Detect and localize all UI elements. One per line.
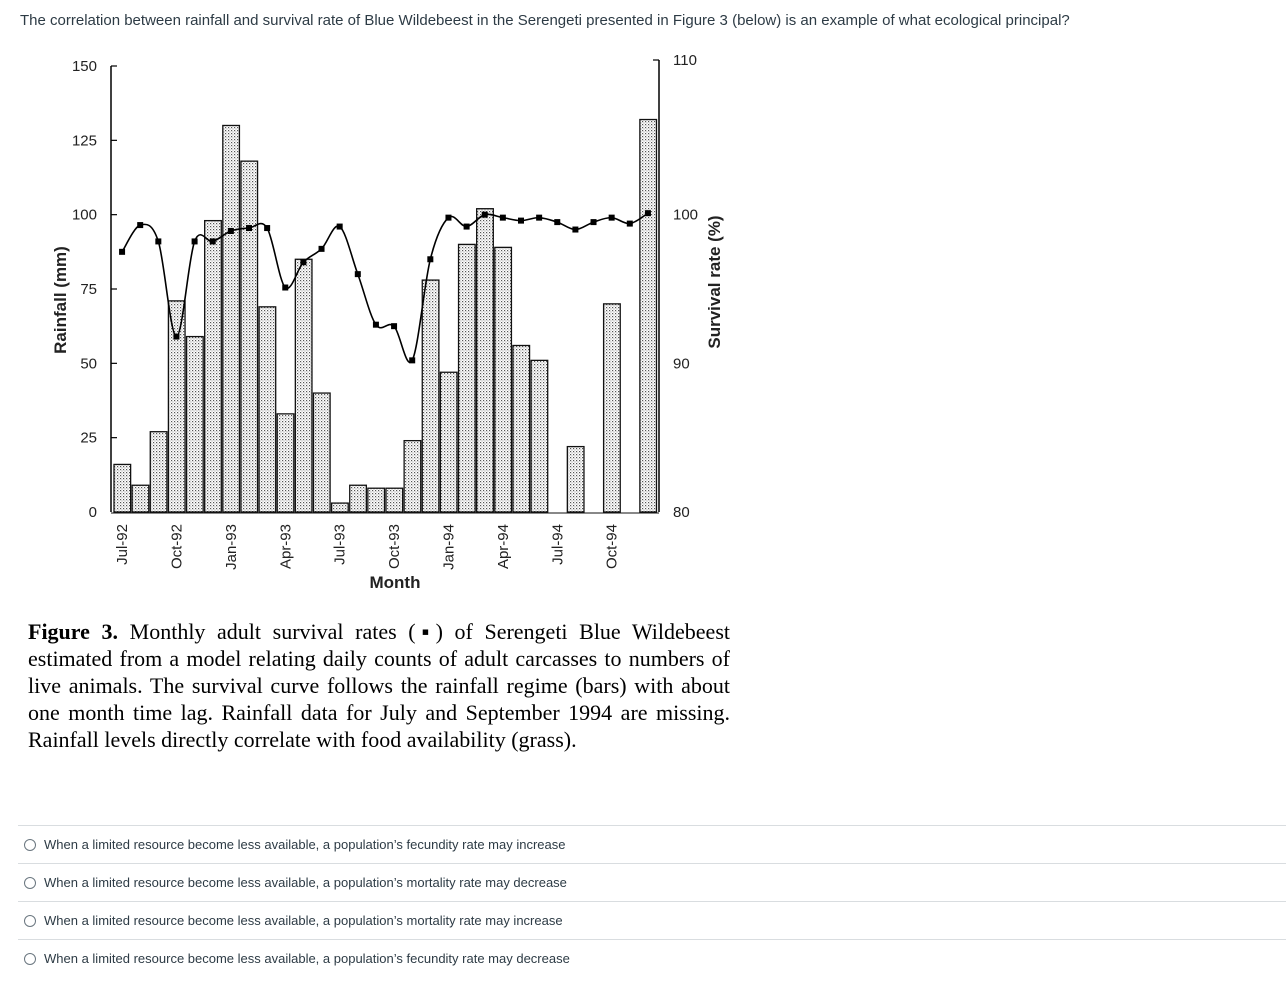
survival-point <box>609 215 615 221</box>
x-tick-label: Jul-93 <box>331 524 349 565</box>
rainfall-bar <box>640 120 657 512</box>
survival-point <box>228 228 234 234</box>
y-axis-title: Rainfall (mm) <box>51 246 70 354</box>
answer-option-4[interactable] <box>18 939 1286 977</box>
rainfall-bar <box>150 432 167 512</box>
survival-point <box>337 224 343 230</box>
radio-button[interactable] <box>24 839 36 851</box>
rainfall-bar <box>604 304 621 512</box>
x-tick-label: Oct-93 <box>386 524 404 570</box>
survival-point <box>591 219 597 225</box>
y2-axis-title: Survival rate (%) <box>705 215 724 349</box>
rainfall-bar <box>513 345 530 512</box>
rainfall-bar <box>495 247 512 512</box>
x-tick-label: Jul-94 <box>549 524 567 565</box>
survival-point <box>645 210 651 216</box>
rainfall-bar <box>567 447 584 512</box>
survival-point <box>518 218 524 224</box>
rainfall-bar <box>223 125 240 512</box>
x-tick-label: Apr-93 <box>277 524 295 570</box>
survival-point <box>119 249 125 255</box>
survival-point <box>264 225 270 231</box>
y2-tick-label: 110 <box>673 52 697 69</box>
survival-point <box>300 259 306 265</box>
survival-point <box>409 357 415 363</box>
y-tick-label: 25 <box>80 429 97 447</box>
y2-tick-label: 80 <box>673 504 690 521</box>
answer-label: When a limited resource become less available, a population’s fecundity rate may increase <box>44 837 566 852</box>
answer-option-3[interactable] <box>18 901 1286 939</box>
survival-point <box>572 227 578 233</box>
survival-point <box>554 219 560 225</box>
y-tick-label: 50 <box>80 355 97 373</box>
rainfall-bar <box>531 360 548 512</box>
answer-label: When a limited resource become less available, a population’s mortality rate may decrease <box>44 875 567 890</box>
y-tick-label: 125 <box>71 132 97 150</box>
rainfall-bar <box>187 337 204 512</box>
rainfall-bar <box>241 161 258 512</box>
rainfall-bar <box>368 488 385 512</box>
survival-point <box>282 285 288 291</box>
survival-point <box>173 334 179 340</box>
caption-text: Monthly adult survival rates (▪) of Serengeti Blue Wildebeest estimated from a model relating daily counts of adult carcasses to numbers of live animals. The survival curve follows the rainfall regime (bars) with about one month time lag. Rainfall data for July and September 1994 are missing. Rainfall levels directly correlate with food availability (grass). <box>28 619 730 752</box>
survival-point <box>427 256 433 262</box>
rainfall-bar <box>277 414 294 512</box>
survival-point <box>627 221 633 227</box>
survival-point <box>137 222 143 228</box>
answer-list <box>18 825 1286 977</box>
rainfall-bar <box>440 372 457 512</box>
survival-point <box>210 238 216 244</box>
survival-point <box>464 224 470 230</box>
x-axis-title: Month <box>369 573 421 592</box>
survival-point <box>536 215 542 221</box>
rainfall-bar <box>422 280 439 512</box>
rainfall-bar <box>386 488 403 512</box>
survival-point <box>500 215 506 221</box>
x-tick-label: Oct-94 <box>603 524 621 570</box>
figure-caption <box>28 618 730 753</box>
survival-point <box>192 238 198 244</box>
rainfall-bar <box>404 441 421 512</box>
y-tick-label: 0 <box>88 504 97 521</box>
radio-button[interactable] <box>24 953 36 965</box>
x-tick-label: Apr-94 <box>494 524 512 570</box>
answer-option-1[interactable] <box>18 825 1286 863</box>
rainfall-bar <box>350 485 367 512</box>
caption-label: Figure 3. <box>28 619 119 644</box>
answer-label: When a limited resource become less available, a population’s fecundity rate may decrease <box>44 951 570 966</box>
rainfall-bar <box>332 503 349 512</box>
rainfall-bar <box>313 393 330 512</box>
question-text: The correlation between rainfall and survival rate of Blue Wildebeest in the Serengeti presented in Figure 3 (below) is an example of what ecological principal? <box>20 12 1070 29</box>
y-tick-label: 150 <box>71 58 97 75</box>
survival-point <box>319 246 325 252</box>
rainfall-bar <box>459 244 476 512</box>
x-tick-label: Jan-94 <box>440 524 458 570</box>
rainfall-bar <box>477 209 494 512</box>
y2-tick-label: 90 <box>673 355 690 373</box>
rainfall-bar <box>295 259 312 512</box>
survival-point <box>355 271 361 277</box>
x-tick-label: Oct-92 <box>168 524 186 570</box>
radio-button[interactable] <box>24 915 36 927</box>
y-tick-label: 75 <box>80 281 97 298</box>
x-tick-label: Jan-93 <box>222 524 240 570</box>
y-tick-label: 100 <box>71 206 97 224</box>
radio-button[interactable] <box>24 877 36 889</box>
rainfall-bar <box>259 307 276 512</box>
rainfall-bar <box>168 301 185 512</box>
survival-point <box>482 212 488 218</box>
answer-label: When a limited resource become less available, a population’s mortality rate may increase <box>44 913 563 928</box>
survival-point <box>391 323 397 329</box>
answer-option-2[interactable] <box>18 863 1286 901</box>
rainfall-survival-chart <box>0 40 760 610</box>
rainfall-bar <box>132 485 149 512</box>
x-tick-label: Jul-92 <box>114 524 132 565</box>
y2-tick-label: 100 <box>673 206 699 224</box>
survival-point <box>246 225 252 231</box>
survival-point <box>155 238 161 244</box>
rainfall-bar <box>205 221 222 512</box>
survival-point <box>445 215 451 221</box>
survival-point <box>373 322 379 328</box>
rainfall-bar <box>114 464 131 512</box>
